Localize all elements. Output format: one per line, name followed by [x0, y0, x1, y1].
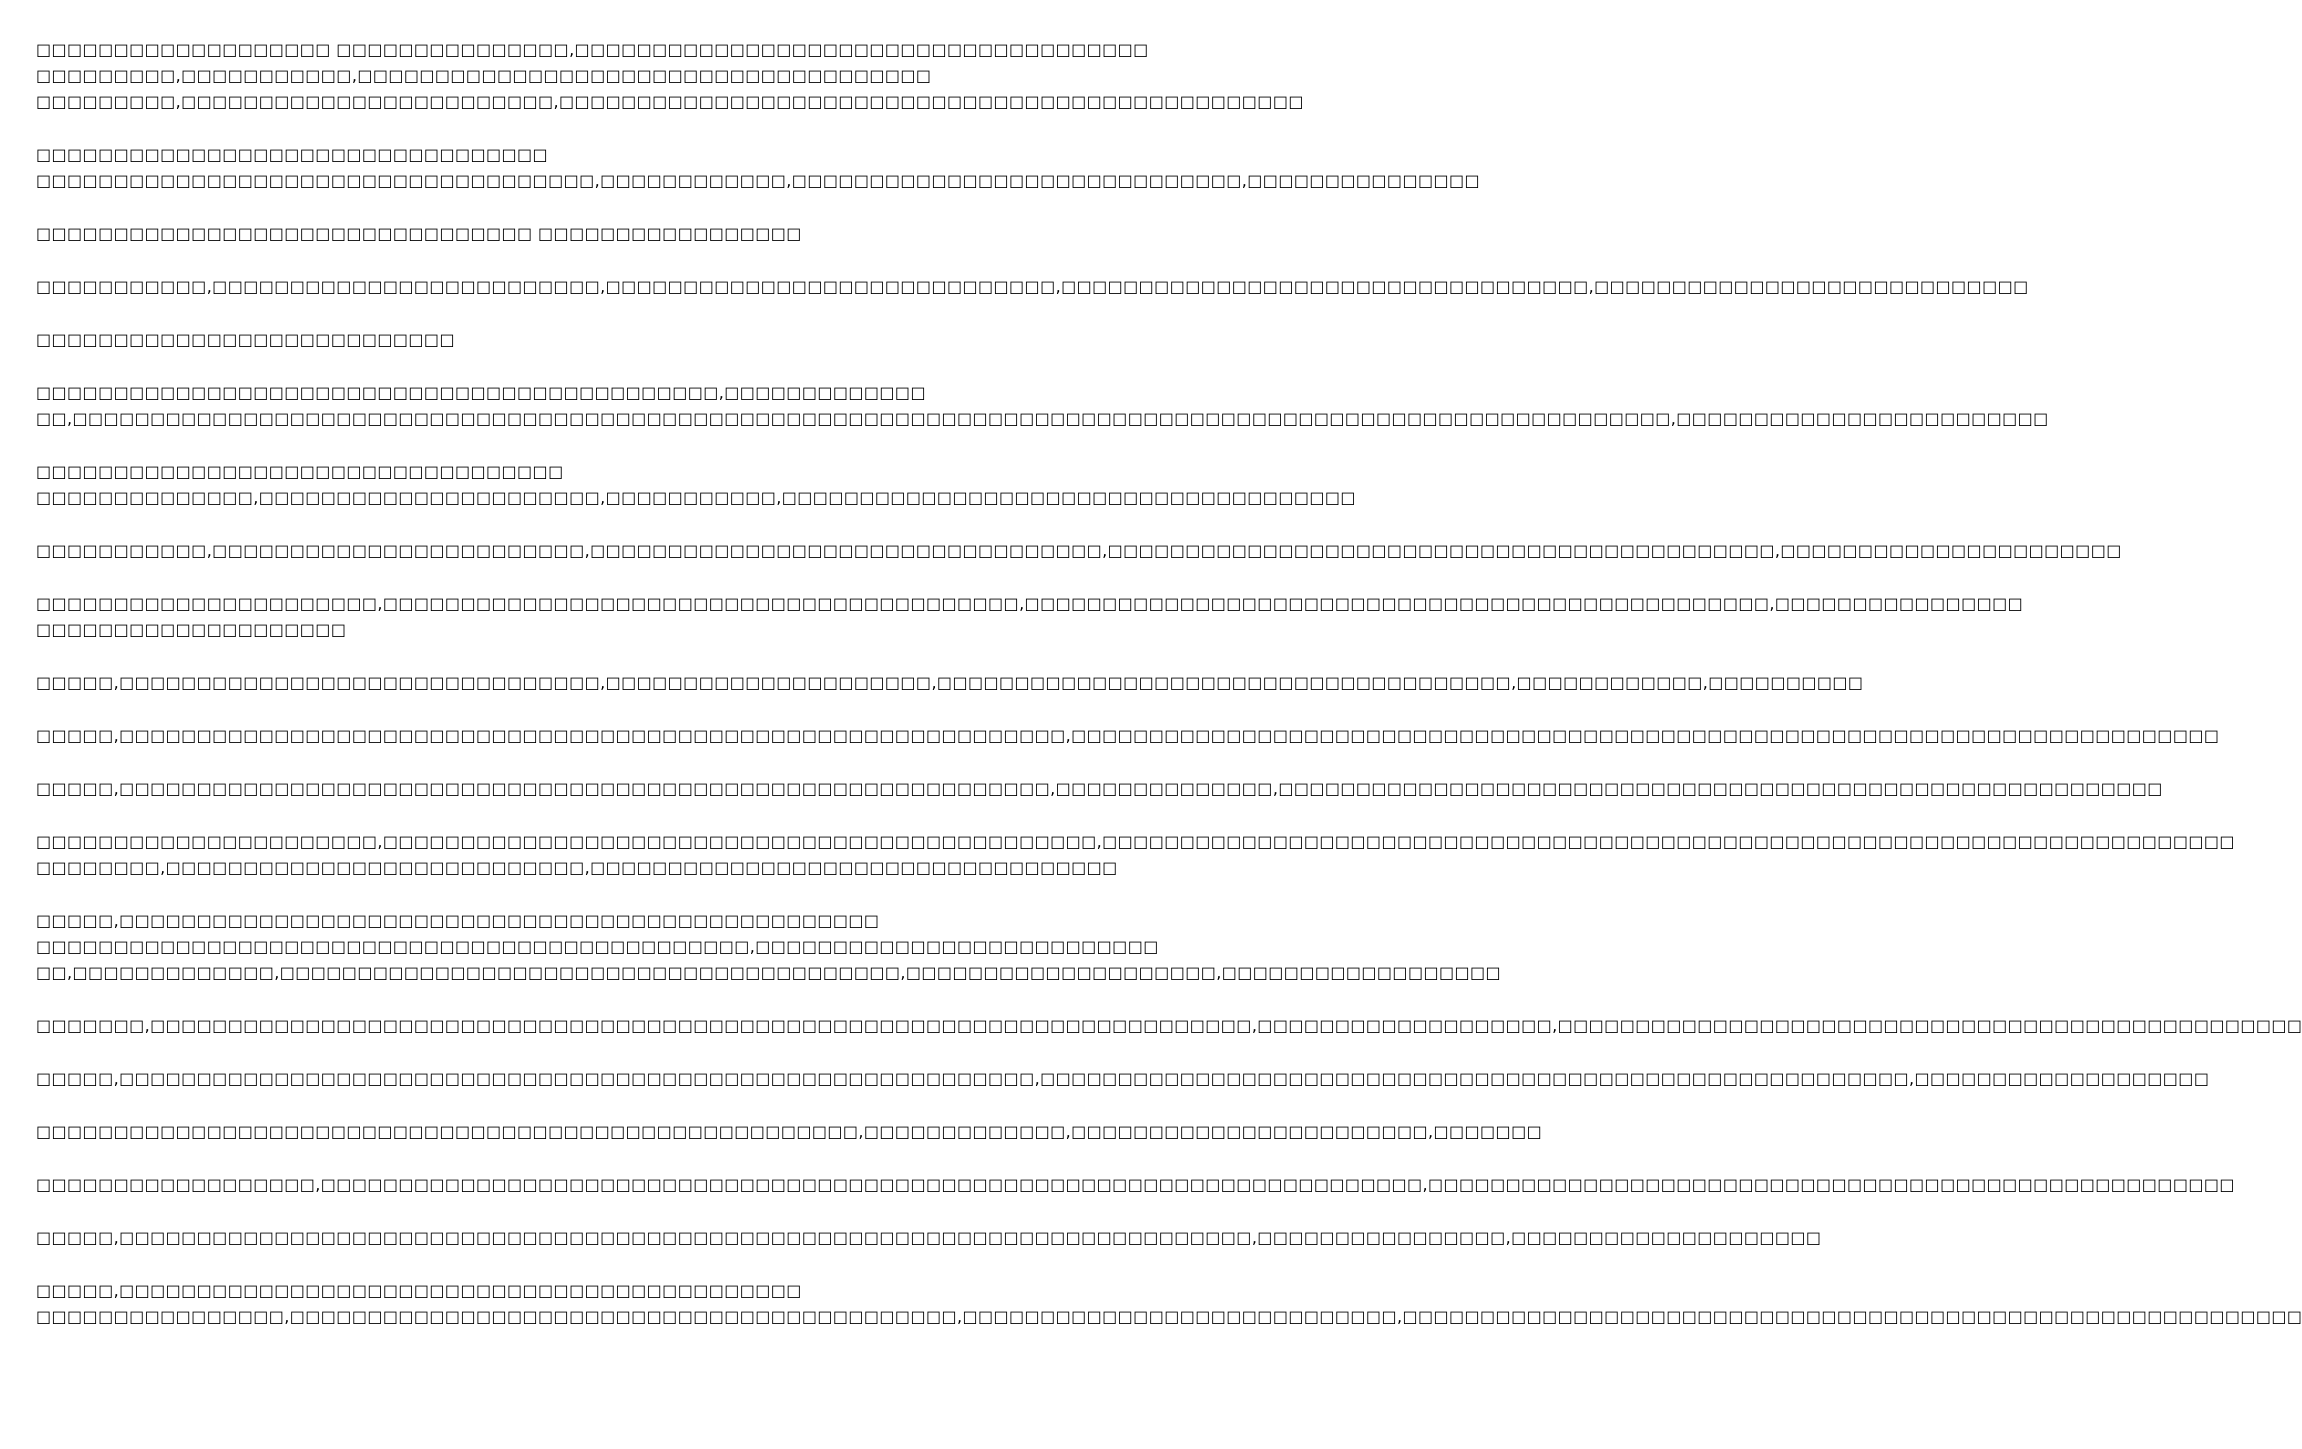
text-line: □□□□□□□□□□□□□□,□□□□□□□□□□□□□□□□□□□□□□,□□□□□□□□□□□,□□□□□□□□□□□□□□□□□□□□□□□□□□□□□□□□□□□□□	[36, 488, 1356, 507]
text-line: □□□□□,□□□□□□□□□□□□□□□□□□□□□□□□□□□□□□□□□□□□□□□□□□□□	[36, 1281, 802, 1300]
document-body	[36, 37, 2302, 1357]
paragraph	[36, 723, 2220, 749]
paragraph	[36, 274, 2029, 300]
text-line: □□□□□□□□□,□□□□□□□□□□□,□□□□□□□□□□□□□□□□□□□□□□□□□□□□□□□□□□□□□	[36, 66, 932, 85]
text-line: □□□□□□□□□□□□□□□□□□□□□□□□□□□□□□□□□□□□□□□□□□□□,□□□□□□□□□□□□□	[36, 383, 926, 402]
paragraph	[36, 221, 990, 247]
text-line: □□□□□□□,□□□□□□□□□□□□□□□□□□□□□□□□□□□□□□□□□□□□□□□□□□□□□□□□□□□□□□□□□□□□□□□□□□□□□□□,□□□□□□□□□□□□□□□□□□□,□□□□□□□□□□□□□□□□□□□□□□□□□□□□□□□□□□□□□□□□□□□□□□□□	[36, 1016, 2302, 1035]
paragraph	[36, 37, 1304, 115]
paragraph	[36, 591, 2024, 643]
text-line: □□□□□□□□□□□□□□□□□□,□□□□□□□□□□□□□□□□□□□□□□□□□□□□□□□□□□□□□□□□□□□□□□□□□□□□□□□□□□□□□□□□□□□□□□□,□□□□□□□□□□□□□□□□□□□□□□□□□□□□□□□□□□□□□□□□□□□□□□□□□□□□	[36, 1175, 2235, 1194]
text-line: □□□□□□□□□□□□□□□□□□□□□□□□□□□□□□□□ □□□□□□□□□□□□□□□□□	[36, 224, 802, 243]
text-line: □□□□□,□□□□□□□□□□□□□□□□□□□□□□□□□□□□□□□□□□□□□□□□□□□□□□□□□□□□□□□□□□□□□,□□□□□□□□□□□□□□□□□□□□□□□□□□□□□□□□□□□□□□□□□□□□□□□□□□□□□□□□□□□□□□□□□□□□□□□□□□	[36, 726, 2220, 745]
paragraph	[36, 538, 2122, 564]
text-line: □□□□□□□□□□□□□□□□□□□ □□□□□□□□□□□□□□□,□□□□□□□□□□□□□□□□□□□□□□□□□□□□□□□□□□□□□	[36, 40, 1149, 59]
text-line: □□□□□□□□□□□□□□□□□□□□□□,□□□□□□□□□□□□□□□□□□□□□□□□□□□□□□□□□□□□□□□□□□□□□□,□□□□□□□□□□□□□□□□□□□□□□□□□□□□□□□□□□□□□□□□□□□□□□□□□□□□□□□□□□□□□□□□□□□□□□□□□	[36, 832, 2235, 851]
paragraph	[36, 670, 1864, 696]
text-line: □□□□□,□□□□□□□□□□□□□□□□□□□□□□□□□□□□□□□□□□□□□□□□□□□□□□□□□□□□□□□□□□□□□□□□□□□□□□□□□,□□□□□□□□□□□□□□□□,□□□□□□□□□□□□□□□□□□□□	[36, 1228, 1822, 1247]
text-line: □□,□□□□□□□□□□□□□,□□□□□□□□□□□□□□□□□□□□□□□□□□□□□□□□□□□□□□□□,□□□□□□□□□□□□□□□□□□□□,□□□□□□□□□□□□□□□□□□	[36, 963, 1502, 982]
text-line: □□□□□□□□□,□□□□□□□□□□□□□□□□□□□□□□□□,□□□□□□□□□□□□□□□□□□□□□□□□□□□□□□□□□□□□□□□□□□□□□□□□	[36, 92, 1304, 111]
text-line: □□□□□□□□□□□□□□□□□□□□□□□□□□□□□□□□□□□□,□□□□□□□□□□□□,□□□□□□□□□□□□□□□□□□□□□□□□□□□□□,□□□□□□□□□□□□□□□	[36, 171, 1481, 190]
paragraph	[36, 829, 2235, 881]
paragraph	[36, 380, 2049, 432]
text-line: □□□□□□□□□□□,□□□□□□□□□□□□□□□□□□□□□□□□,□□□□□□□□□□□□□□□□□□□□□□□□□□□□□□□□□,□□□□□□□□□□□□□□□□□□□□□□□□□□□□□□□□□□□□□□□□□□□,□□□□□□□□□□□□□□□□□□□□□□	[36, 541, 2122, 560]
text-line: □□□□□□□□□□□□□□□□□□□□□□□□□□□□□□□□□	[36, 145, 549, 164]
paragraph	[36, 1013, 2302, 1039]
text-line: □□□□□,□□□□□□□□□□□□□□□□□□□□□□□□□□□□□□□□□□□□□□□□□□□□□□□□□□□□□□□□□□□□,□□□□□□□□□□□□□□,□□□□□□□□□□□□□□□□□□□□□□□□□□□□□□□□□□□□□□□□□□□□□□□□□□□□□□□□□	[36, 779, 2163, 798]
text-line: □□□□□□□□□□□□□□□□□□□□□□□□□□□□□□□□□□□□□□□□□□□□□□□□□□□□□,□□□□□□□□□□□□□,□□□□□□□□□□□□□□□□□□□□□□□,□□□□□□□	[36, 1122, 1543, 1141]
paragraph	[36, 1066, 2210, 1092]
paragraph	[36, 142, 1481, 194]
text-line: □□,□□□□□□□□□□□□□□□□□□□□□□□□□□□□□□□□□□□□□□□□□□□□□□□□□□□□□□□□□□□□□□□□□□□□□□□□□□□□□□□□□□□□□□□□□□□□□□□□□□□□□□□,□□□□□□□□□□□□□□□□□□□□□□□□	[36, 409, 2049, 428]
text-line: □□□□□□□□□□□□□□□□□□□□□□□□□□□□□□□□□□□□□□□□□□□□□□,□□□□□□□□□□□□□□□□□□□□□□□□□□	[36, 937, 1159, 956]
text-line: □□□□□□□□□□□□□□□□□□□□□□,□□□□□□□□□□□□□□□□□□□□□□□□□□□□□□□□□□□□□□□□□,□□□□□□□□□□□□□□□□□□□□□□□□□□□□□□□□□□□□□□□□□□□□□□□□,□□□□□□□□□□□□□□□□	[36, 594, 2024, 613]
text-line: □□□□□□□□□□□□□□□□□□□□	[36, 620, 347, 639]
paragraph	[36, 1172, 2235, 1198]
text-line: □□□□□,□□□□□□□□□□□□□□□□□□□□□□□□□□□□□□□,□□□□□□□□□□□□□□□□□□□□□,□□□□□□□□□□□□□□□□□□□□□□□□□□□□□□□□□□□□□,□□□□□□□□□□□□,□□□□□□□□□□	[36, 673, 1864, 692]
text-line: □□□□□□□□□□□□□□□□□□□□□□□□□□□□□□□□□□	[36, 462, 564, 481]
paragraph	[36, 327, 990, 353]
text-line: □□□□□,□□□□□□□□□□□□□□□□□□□□□□□□□□□□□□□□□□□□□□□□□□□□□□□□□	[36, 911, 880, 930]
text-line: □□□□□□□□□□□□□□□□□□□□□□□□□□□	[36, 330, 455, 349]
text-line: □□□□□□□□,□□□□□□□□□□□□□□□□□□□□□□□□□□□,□□□□□□□□□□□□□□□□□□□□□□□□□□□□□□□□□□	[36, 858, 1118, 877]
paragraph	[36, 459, 1356, 511]
text-line: □□□□□□□□□□□□□□□□,□□□□□□□□□□□□□□□□□□□□□□□□□□□□□□□□□□□□□□□□□□□,□□□□□□□□□□□□□□□□□□□□□□□□□□□□,□□□□□□□□□□□□□□□□□□□□□□□□□□□□□□□□□□□□□□□□□□□□□□□□□□□□□□□□□□	[36, 1307, 2302, 1326]
text-line: □□□□□,□□□□□□□□□□□□□□□□□□□□□□□□□□□□□□□□□□□□□□□□□□□□□□□□□□□□□□□□□□□,□□□□□□□□□□□□□□□□□□□□□□□□□□□□□□□□□□□□□□□□□□□□□□□□□□□□□□□□,□□□□□□□□□□□□□□□□□□□	[36, 1069, 2210, 1088]
paragraph	[36, 1119, 1543, 1145]
paragraph	[36, 776, 2163, 802]
paragraph	[36, 908, 1502, 986]
paragraph	[36, 1278, 2302, 1330]
paragraph	[36, 1225, 1822, 1251]
text-line: □□□□□□□□□□□,□□□□□□□□□□□□□□□□□□□□□□□□□,□□□□□□□□□□□□□□□□□□□□□□□□□□□□□,□□□□□□□□□□□□□□□□□□□□□□□□□□□□□□□□□□,□□□□□□□□□□□□□□□□□□□□□□□□□□□□	[36, 277, 2029, 296]
